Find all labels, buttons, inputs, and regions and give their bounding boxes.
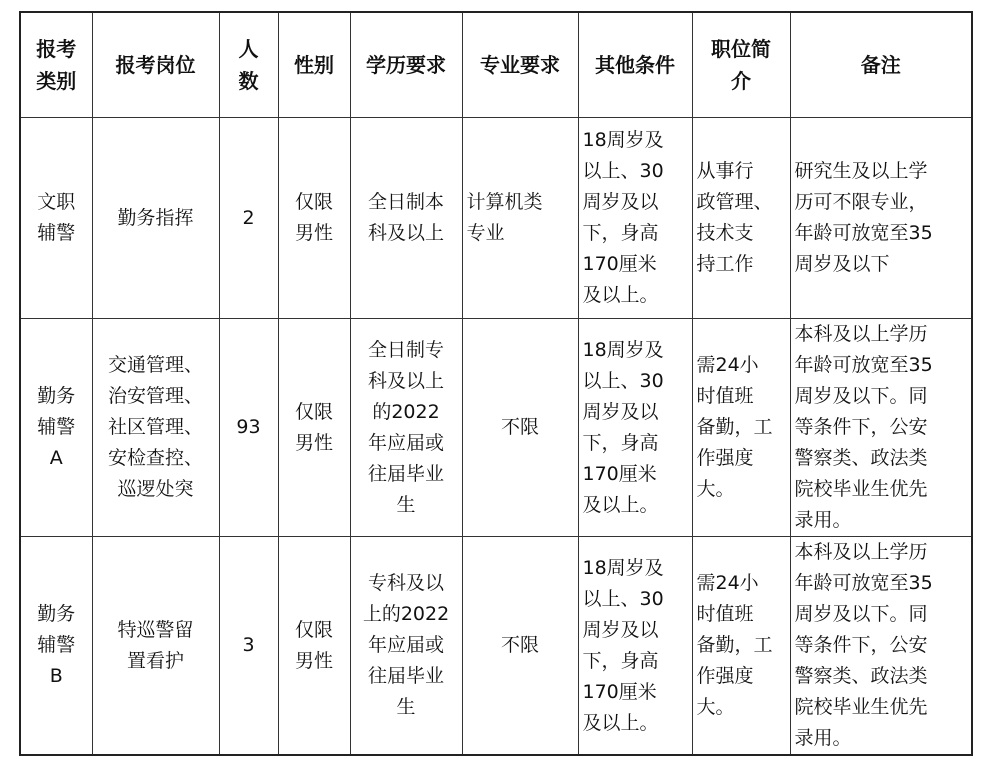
header-position: 报考岗位 — [92, 12, 219, 118]
cell-gender: 仅限 男性 — [278, 537, 350, 756]
cell-major: 不限 — [462, 537, 578, 756]
cell-count: 2 — [219, 118, 278, 319]
cell-education: 专科及以 上的2022 年应届或 往届毕业 生 — [350, 537, 462, 756]
cell-remarks: 研究生及以上学 历可不限专业， 年龄可放宽至35 周岁及以下 — [790, 118, 972, 319]
cell-count: 93 — [219, 319, 278, 537]
header-other: 其他条件 — [578, 12, 692, 118]
header-category: 报考 类别 — [20, 12, 92, 118]
cell-position: 特巡警留 置看护 — [92, 537, 219, 756]
cell-gender: 仅限 男性 — [278, 118, 350, 319]
header-description: 职位简 介 — [692, 12, 790, 118]
cell-other: 18周岁及 以上、30 周岁及以 下，身高 170厘米 及以上。 — [578, 537, 692, 756]
cell-major: 计算机类 专业 — [462, 118, 578, 319]
cell-education: 全日制专 科及以上 的2022 年应届或 往届毕业 生 — [350, 319, 462, 537]
table-row — [20, 537, 972, 756]
cell-position: 交通管理、 治安管理、 社区管理、 安检查控、 巡逻处突 — [92, 319, 219, 537]
cell-category: 勤务 辅警 B — [20, 537, 92, 756]
recruitment-table — [19, 11, 973, 756]
cell-category: 勤务 辅警 A — [20, 319, 92, 537]
cell-education: 全日制本 科及以上 — [350, 118, 462, 319]
header-count: 人 数 — [219, 12, 278, 118]
cell-other: 18周岁及 以上、30 周岁及以 下，身高 170厘米 及以上。 — [578, 118, 692, 319]
cell-major: 不限 — [462, 319, 578, 537]
cell-other: 18周岁及 以上、30 周岁及以 下，身高 170厘米 及以上。 — [578, 319, 692, 537]
cell-description: 需24小 时值班 备勤，工 作强度 大。 — [692, 319, 790, 537]
header-row — [20, 12, 972, 118]
cell-description: 需24小 时值班 备勤，工 作强度 大。 — [692, 537, 790, 756]
cell-category: 文职 辅警 — [20, 118, 92, 319]
header-education: 学历要求 — [350, 12, 462, 118]
cell-description: 从事行 政管理、 技术支 持工作 — [692, 118, 790, 319]
header-remarks: 备注 — [790, 12, 972, 118]
cell-position: 勤务指挥 — [92, 118, 219, 319]
table-row — [20, 118, 972, 319]
cell-count: 3 — [219, 537, 278, 756]
cell-remarks: 本科及以上学历 年龄可放宽至35 周岁及以下。同 等条件下，公安 警察类、政法类 院校毕业生优先 录用。 — [790, 319, 972, 537]
header-major: 专业要求 — [462, 12, 578, 118]
cell-gender: 仅限 男性 — [278, 319, 350, 537]
cell-remarks: 本科及以上学历 年龄可放宽至35 周岁及以下。同 等条件下，公安 警察类、政法类 院校毕业生优先 录用。 — [790, 537, 972, 756]
header-gender: 性别 — [278, 12, 350, 118]
table-row — [20, 319, 972, 537]
